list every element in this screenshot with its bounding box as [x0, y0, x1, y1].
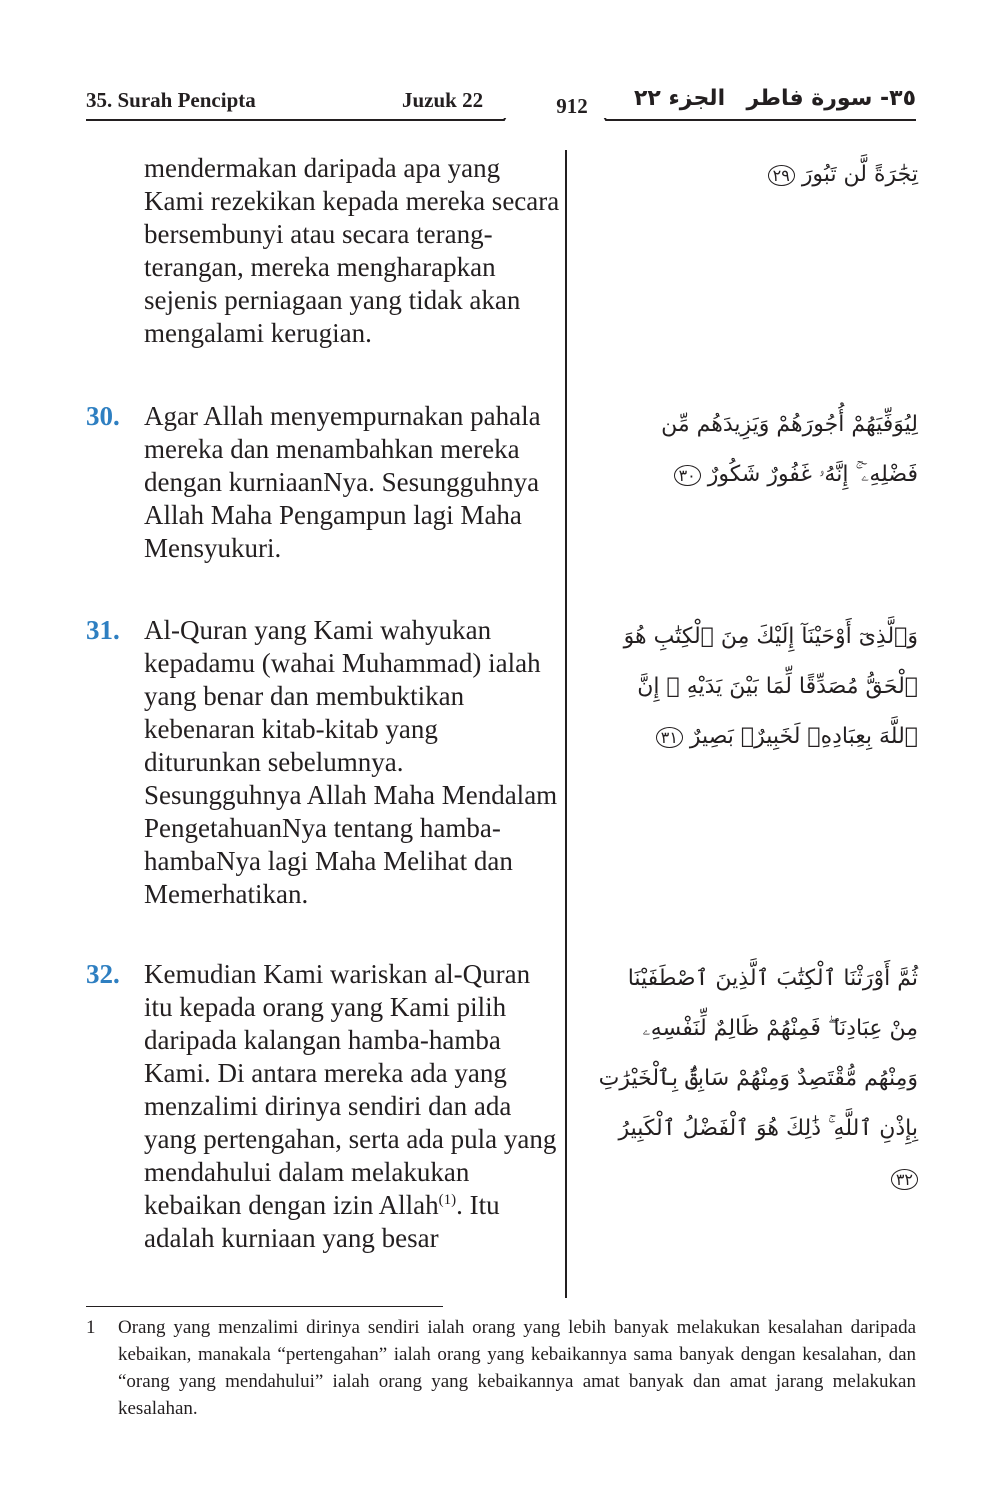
- arabic-text: تِجَٰرَةً لَّن تَبُورَ: [801, 162, 918, 187]
- page-header: [86, 82, 916, 122]
- verse-number: 30.: [86, 401, 120, 431]
- verse-text: Agar Allah menyempurnakan pahala mereka dan menambahkan mereka dengan kurniaanNya. Sesungguhnya Allah Maha Pengampun lagi Maha Mensyukuri.: [144, 401, 541, 563]
- verse-translation-32: [86, 958, 561, 1255]
- verse-text-main: Kemudian Kami wariskan al-Quran itu kepada orang yang Kami pilih daripada kalangan hamba-hamba Kami. Di antara mereka ada yang menzalimi dirinya sendiri dan ada yang pertengahan, serta ada pula yang mendahului dalam melakukan kebaikan dengan izin Allah: [144, 959, 557, 1220]
- verse-arabic-30: [598, 400, 918, 501]
- verse-arabic-32: [598, 954, 918, 1205]
- footnote: [86, 1314, 916, 1422]
- verse-end-marker: ٣١: [656, 727, 683, 748]
- juz-label-arabic: الجزء ٢٢: [634, 86, 726, 111]
- verse-text: mendermakan daripada apa yang Kami rezekikan kepada mereka secara bersembunyi atau secara terang-terangan, mereka mengharapkan sejenis perniagaan yang tidak akan mengalami kerugian.: [144, 153, 560, 348]
- juz-label-latin: Juzuk 22: [402, 88, 484, 112]
- footnote-text: Orang yang menzalimi dirinya sendiri ialah orang yang lebih banyak melakukan kesalahan daripada kebaikan, manakala “pertengahan” ialah orang yang kebaikannya sama banyak dengan kesalahan, dan “orang yang mendahului” ialah orang yang kebaikannya amat banyak dan amat jarang melakukan kesalahan.: [118, 1317, 916, 1419]
- verse-number: 32.: [86, 959, 120, 989]
- surah-title-latin: 35. Surah Pencipta: [86, 88, 256, 112]
- page-number: 912: [556, 94, 588, 118]
- verse-end-marker: ٢٩: [768, 165, 795, 186]
- verse-number: 31.: [86, 615, 120, 645]
- arabic-text: وَٱلَّذِىٓ أَوْحَيْنَآ إِلَيْكَ مِنَ ٱلْكِتَٰبِ هُوَ ٱلْحَقُّ مُصَدِّقًا لِّمَا بَيْنَ يَدَيْهِ ۗ إِنَّ ٱللَّهَ بِعِبَادِهِۦ لَخَبِيرٌۢ بَصِيرٌ: [623, 624, 918, 749]
- verse-arabic-29: [598, 150, 918, 201]
- footnote-reference[interactable]: (1): [438, 1192, 457, 1208]
- verse-translation-30: [86, 400, 561, 565]
- verse-translation-31: [86, 614, 561, 911]
- verse-text: [144, 958, 561, 1255]
- footnote-number: 1: [86, 1317, 96, 1338]
- verse-translation-29: [86, 152, 561, 350]
- arabic-text: ثُمَّ أَوْرَثْنَا ٱلْكِتَٰبَ ٱلَّذِينَ ٱصْطَفَيْنَا مِنْ عِبَادِنَا ۖ فَمِنْهُمْ ظَالِمٌ لِّنَفْسِهِۦ وَمِنْهُم مُّقْتَصِدٌ وَمِنْهُمْ سَابِقٌۢ بِٱلْخَيْرَٰتِ بِإِذْنِ ٱللَّهِ ۚ ذَٰلِكَ هُوَ ٱلْفَضْلُ ٱلْكَبِيرُ: [598, 966, 918, 1141]
- verse-end-marker: ٣٠: [674, 465, 701, 486]
- column-divider: [565, 150, 567, 1298]
- verse-text-after: . Itu adalah kurniaan yang besar: [144, 1190, 500, 1253]
- verse-end-marker: ٣٢: [891, 1169, 918, 1190]
- arabic-text: لِيُوَفِّيَهُمْ أُجُورَهُمْ وَيَزِيدَهُم مِّن فَضْلِهِۦٓ ۚ إِنَّهُۥ غَفُورٌ شَكُورٌ: [661, 412, 918, 487]
- surah-title-arabic: ٣٥- سورة فاطر: [746, 86, 916, 111]
- verse-text: Al-Quran yang Kami wahyukan kepadamu (wahai Muhammad) ialah yang benar dan membuktikan kebenaran kitab-kitab yang diturunkan sebelumnya. Sesungguhnya Allah Maha Mendalam PengetahuanNya tentang hamba-hambaNya lagi Maha Melihat dan Memerhatikan.: [144, 615, 558, 909]
- verse-arabic-31: [598, 612, 918, 763]
- footnote-divider: [86, 1306, 443, 1307]
